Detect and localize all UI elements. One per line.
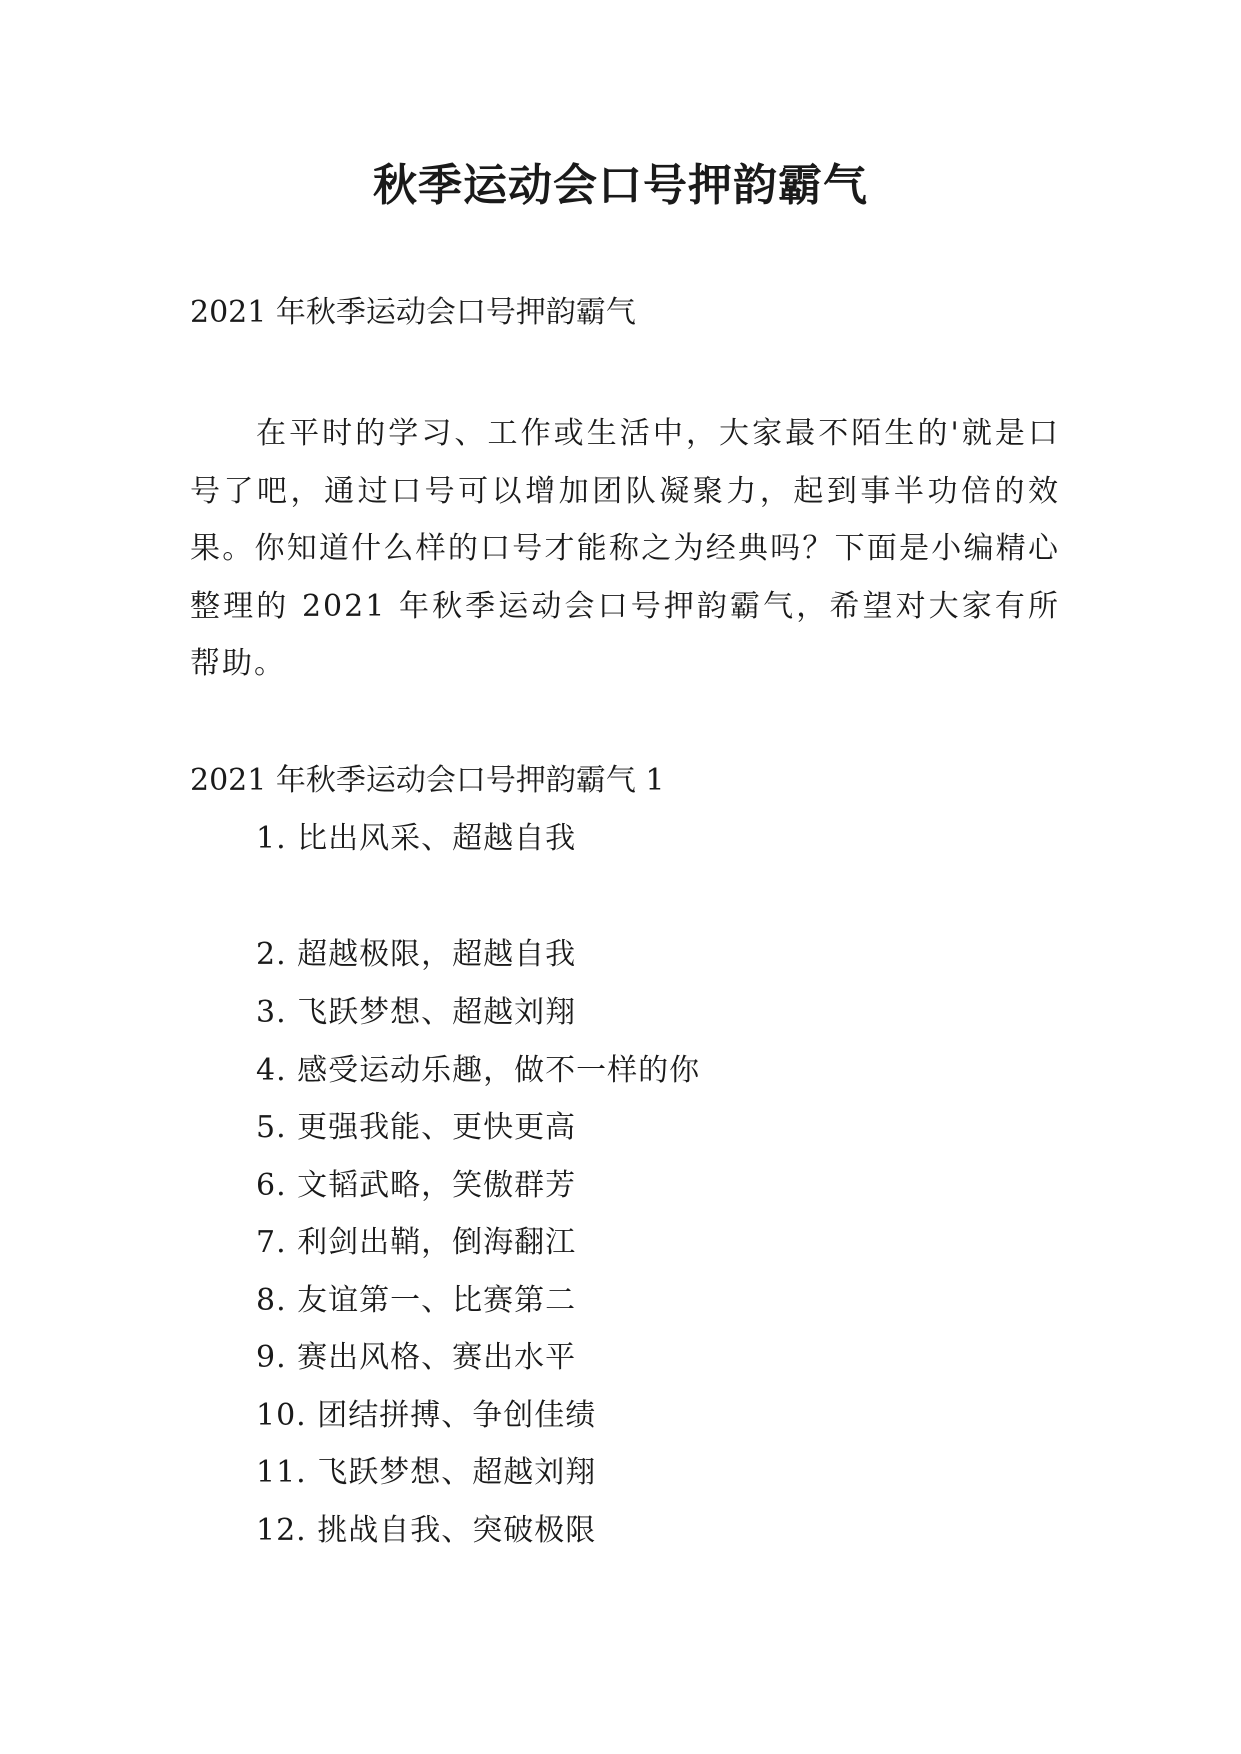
list-item: 4. 感受运动乐趣，做不一样的你 [256,1053,701,1088]
intro-paragraph: 在平时的学习、工作或生活中，大家最不陌生的'就是口号了吧，通过口号可以增加团队凝聚力，起到事半功倍的效果。你知道什么样的口号才能称之为经典吗？下面是小编精心整理的 2021 年秋季运动会口号押韵霸气，希望对大家有所帮助。 [190,416,1060,681]
document-title: 秋季运动会口号押韵霸气 [373,160,868,211]
list-item: 8. 友谊第一、比赛第二 [256,1283,577,1318]
list-item: 11. 飞跃梦想、超越刘翔 [256,1455,597,1490]
list-item: 10. 团结拼搏、争创佳绩 [256,1398,597,1433]
list-item: 6. 文韬武略，笑傲群芳 [256,1168,577,1203]
list-item: 2. 超越极限，超越自我 [256,937,577,972]
list-item: 1. 比出风采、超越自我 [256,821,577,856]
document-subtitle: 2021 年秋季运动会口号押韵霸气 [190,295,636,330]
section-heading: 2021 年秋季运动会口号押韵霸气 1 [190,763,665,798]
list-item: 3. 飞跃梦想、超越刘翔 [256,995,577,1030]
list-item: 12. 挑战自我、突破极限 [256,1513,597,1548]
list-item: 5. 更强我能、更快更高 [256,1110,577,1145]
list-item: 7. 利剑出鞘，倒海翻江 [256,1225,577,1260]
list-item: 9. 赛出风格、赛出水平 [256,1340,577,1375]
